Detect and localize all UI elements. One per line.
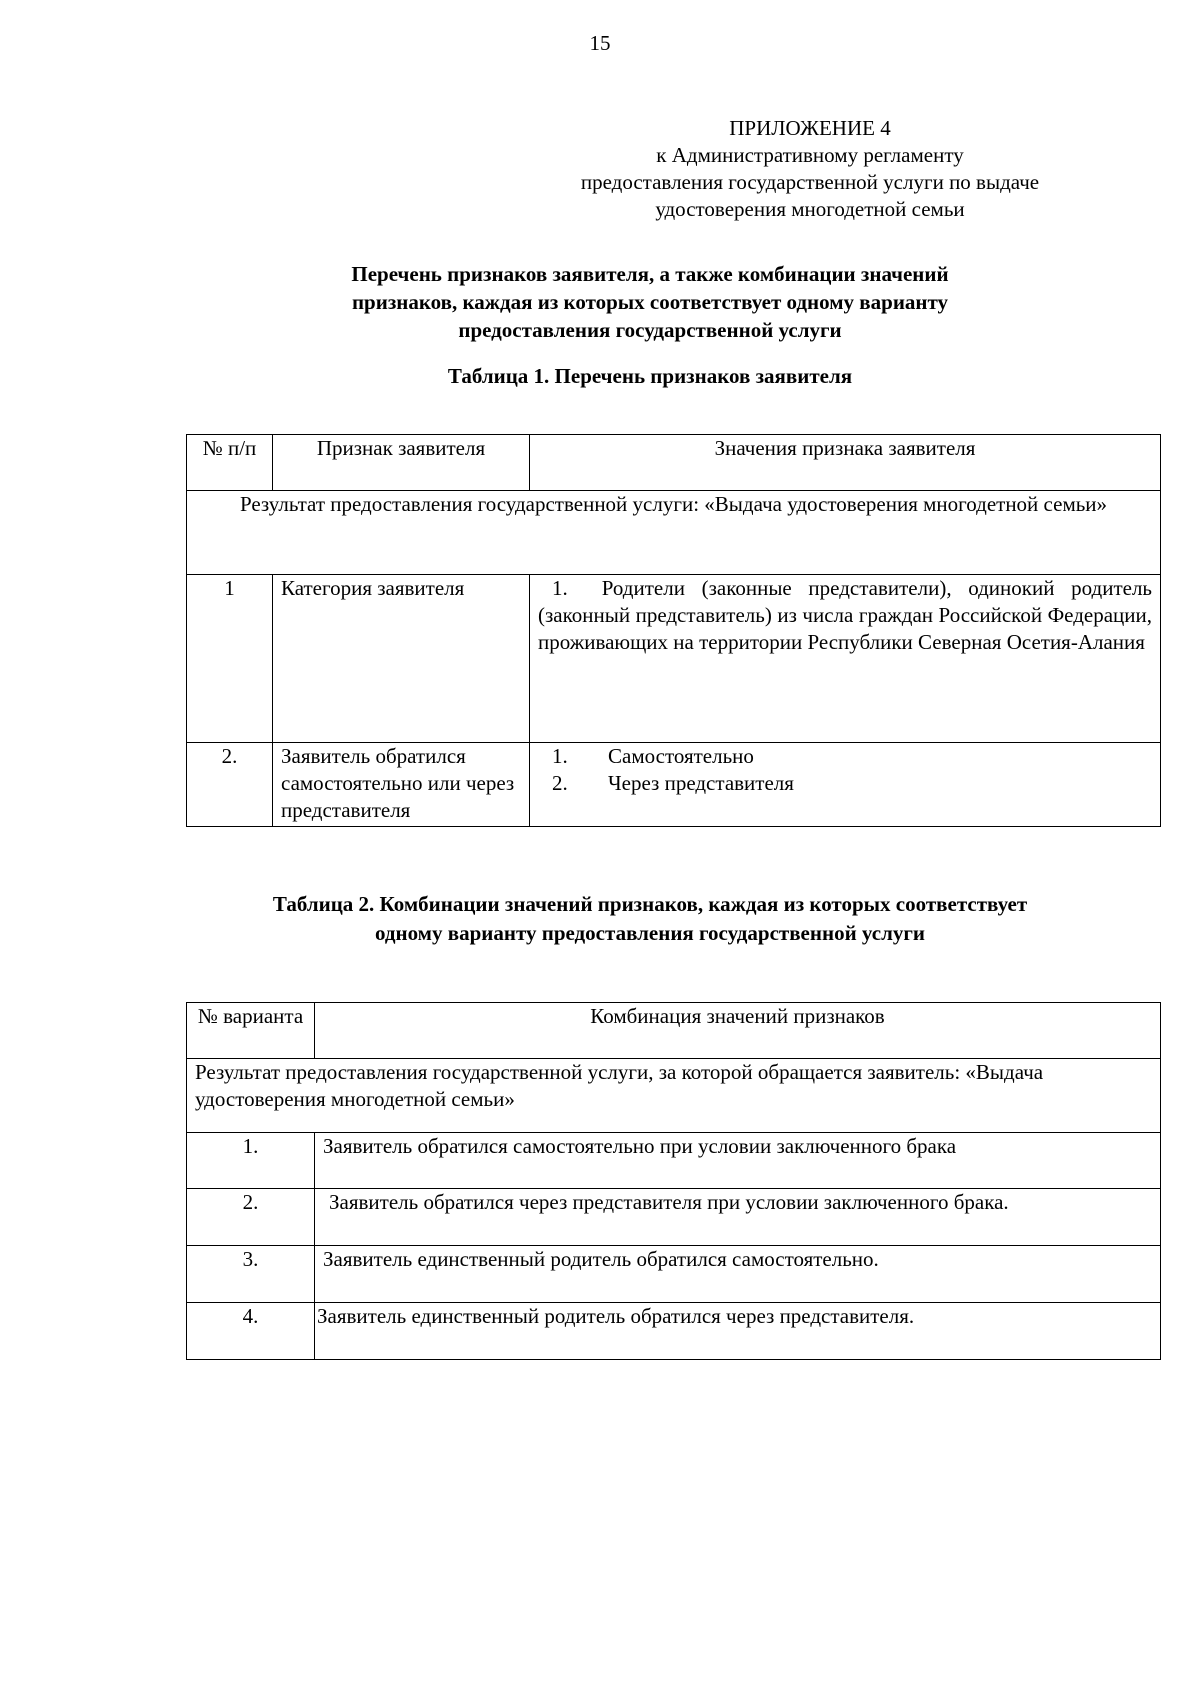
table2-caption-line: Таблица 2. Комбинации значений признаков, каждая из которых соответствует bbox=[272, 892, 1028, 916]
row-sign: Категория заявителя bbox=[273, 575, 530, 743]
value-number: 1. bbox=[552, 576, 568, 600]
document-title-line: признаков, каждая из которых соответствует одному варианту bbox=[351, 290, 949, 314]
variant-number: 3. bbox=[187, 1246, 315, 1303]
result-cell: Результат предоставления государственной услуги: «Выдача удостоверения многодетной семьи» bbox=[187, 491, 1161, 575]
variant-number: 4. bbox=[187, 1303, 315, 1360]
result-cell: Результат предоставления государственной услуги, за которой обращается заявитель: «Выдача удостоверения многодетной семьи» bbox=[187, 1059, 1161, 1133]
column-header-number: № п/п bbox=[187, 435, 273, 491]
variant-text: Заявитель единственный родитель обратился самостоятельно. bbox=[315, 1246, 1161, 1303]
appendix-header bbox=[520, 115, 1100, 223]
appendix-line: к Административному регламенту bbox=[656, 143, 964, 167]
variant-number: 1. bbox=[187, 1133, 315, 1189]
table-row bbox=[187, 1303, 1161, 1360]
row-number: 2. bbox=[187, 743, 273, 827]
table2-caption-line: одному варианту предоставления государственной услуги bbox=[374, 921, 926, 945]
table-row bbox=[187, 1246, 1161, 1303]
table1-caption: Таблица 1. Перечень признаков заявителя bbox=[447, 364, 853, 388]
variant-text: Заявитель единственный родитель обратился через представителя. bbox=[315, 1303, 1161, 1360]
table-result-row bbox=[187, 1059, 1161, 1133]
value-text: Самостоятельно bbox=[608, 744, 754, 768]
variant-number: 2. bbox=[187, 1189, 315, 1246]
value-item bbox=[538, 770, 1152, 797]
appendix-title: ПРИЛОЖЕНИЕ 4 bbox=[729, 116, 891, 140]
table-result-row bbox=[187, 491, 1161, 575]
value-text: Родители (законные представители), одинокий родитель (законный представитель) из числа граждан Российской Федерации, проживающих на территории Республики Северная Осетия-Алания bbox=[538, 576, 1152, 654]
document-title-line: предоставления государственной услуги bbox=[458, 318, 842, 342]
column-header-values: Значения признака заявителя bbox=[530, 435, 1161, 491]
table2-caption bbox=[170, 890, 1130, 948]
row-values bbox=[530, 575, 1161, 743]
document-title bbox=[190, 260, 1110, 344]
variant-text: Заявитель обратился самостоятельно при условии заключенного брака bbox=[315, 1133, 1161, 1189]
table-header-row bbox=[187, 435, 1161, 491]
variant-text: Заявитель обратился через представителя при условии заключенного брака. bbox=[315, 1189, 1161, 1246]
column-header-variant-number: № варианта bbox=[187, 1003, 315, 1059]
table-row bbox=[187, 575, 1161, 743]
value-number: 2. bbox=[552, 771, 568, 795]
column-header-sign: Признак заявителя bbox=[273, 435, 530, 491]
row-values bbox=[530, 743, 1161, 827]
value-number: 1. bbox=[552, 744, 568, 768]
document-title-line: Перечень признаков заявителя, а также комбинации значений bbox=[351, 262, 949, 286]
value-text: Через представителя bbox=[608, 771, 794, 795]
table-row bbox=[187, 743, 1161, 827]
table-applicant-signs bbox=[186, 434, 1161, 827]
value-item bbox=[538, 743, 1152, 770]
column-header-combination: Комбинация значений признаков bbox=[315, 1003, 1161, 1059]
appendix-line: предоставления государственной услуги по выдаче bbox=[580, 170, 1040, 194]
row-number: 1 bbox=[187, 575, 273, 743]
row-sign: Заявитель обратился самостоятельно или через представителя bbox=[273, 743, 530, 827]
page-number: 15 bbox=[589, 31, 611, 55]
table-variant-combinations bbox=[186, 1002, 1161, 1360]
table-header-row bbox=[187, 1003, 1161, 1059]
table-row bbox=[187, 1133, 1161, 1189]
appendix-line: удостоверения многодетной семьи bbox=[655, 197, 965, 221]
table-row bbox=[187, 1189, 1161, 1246]
